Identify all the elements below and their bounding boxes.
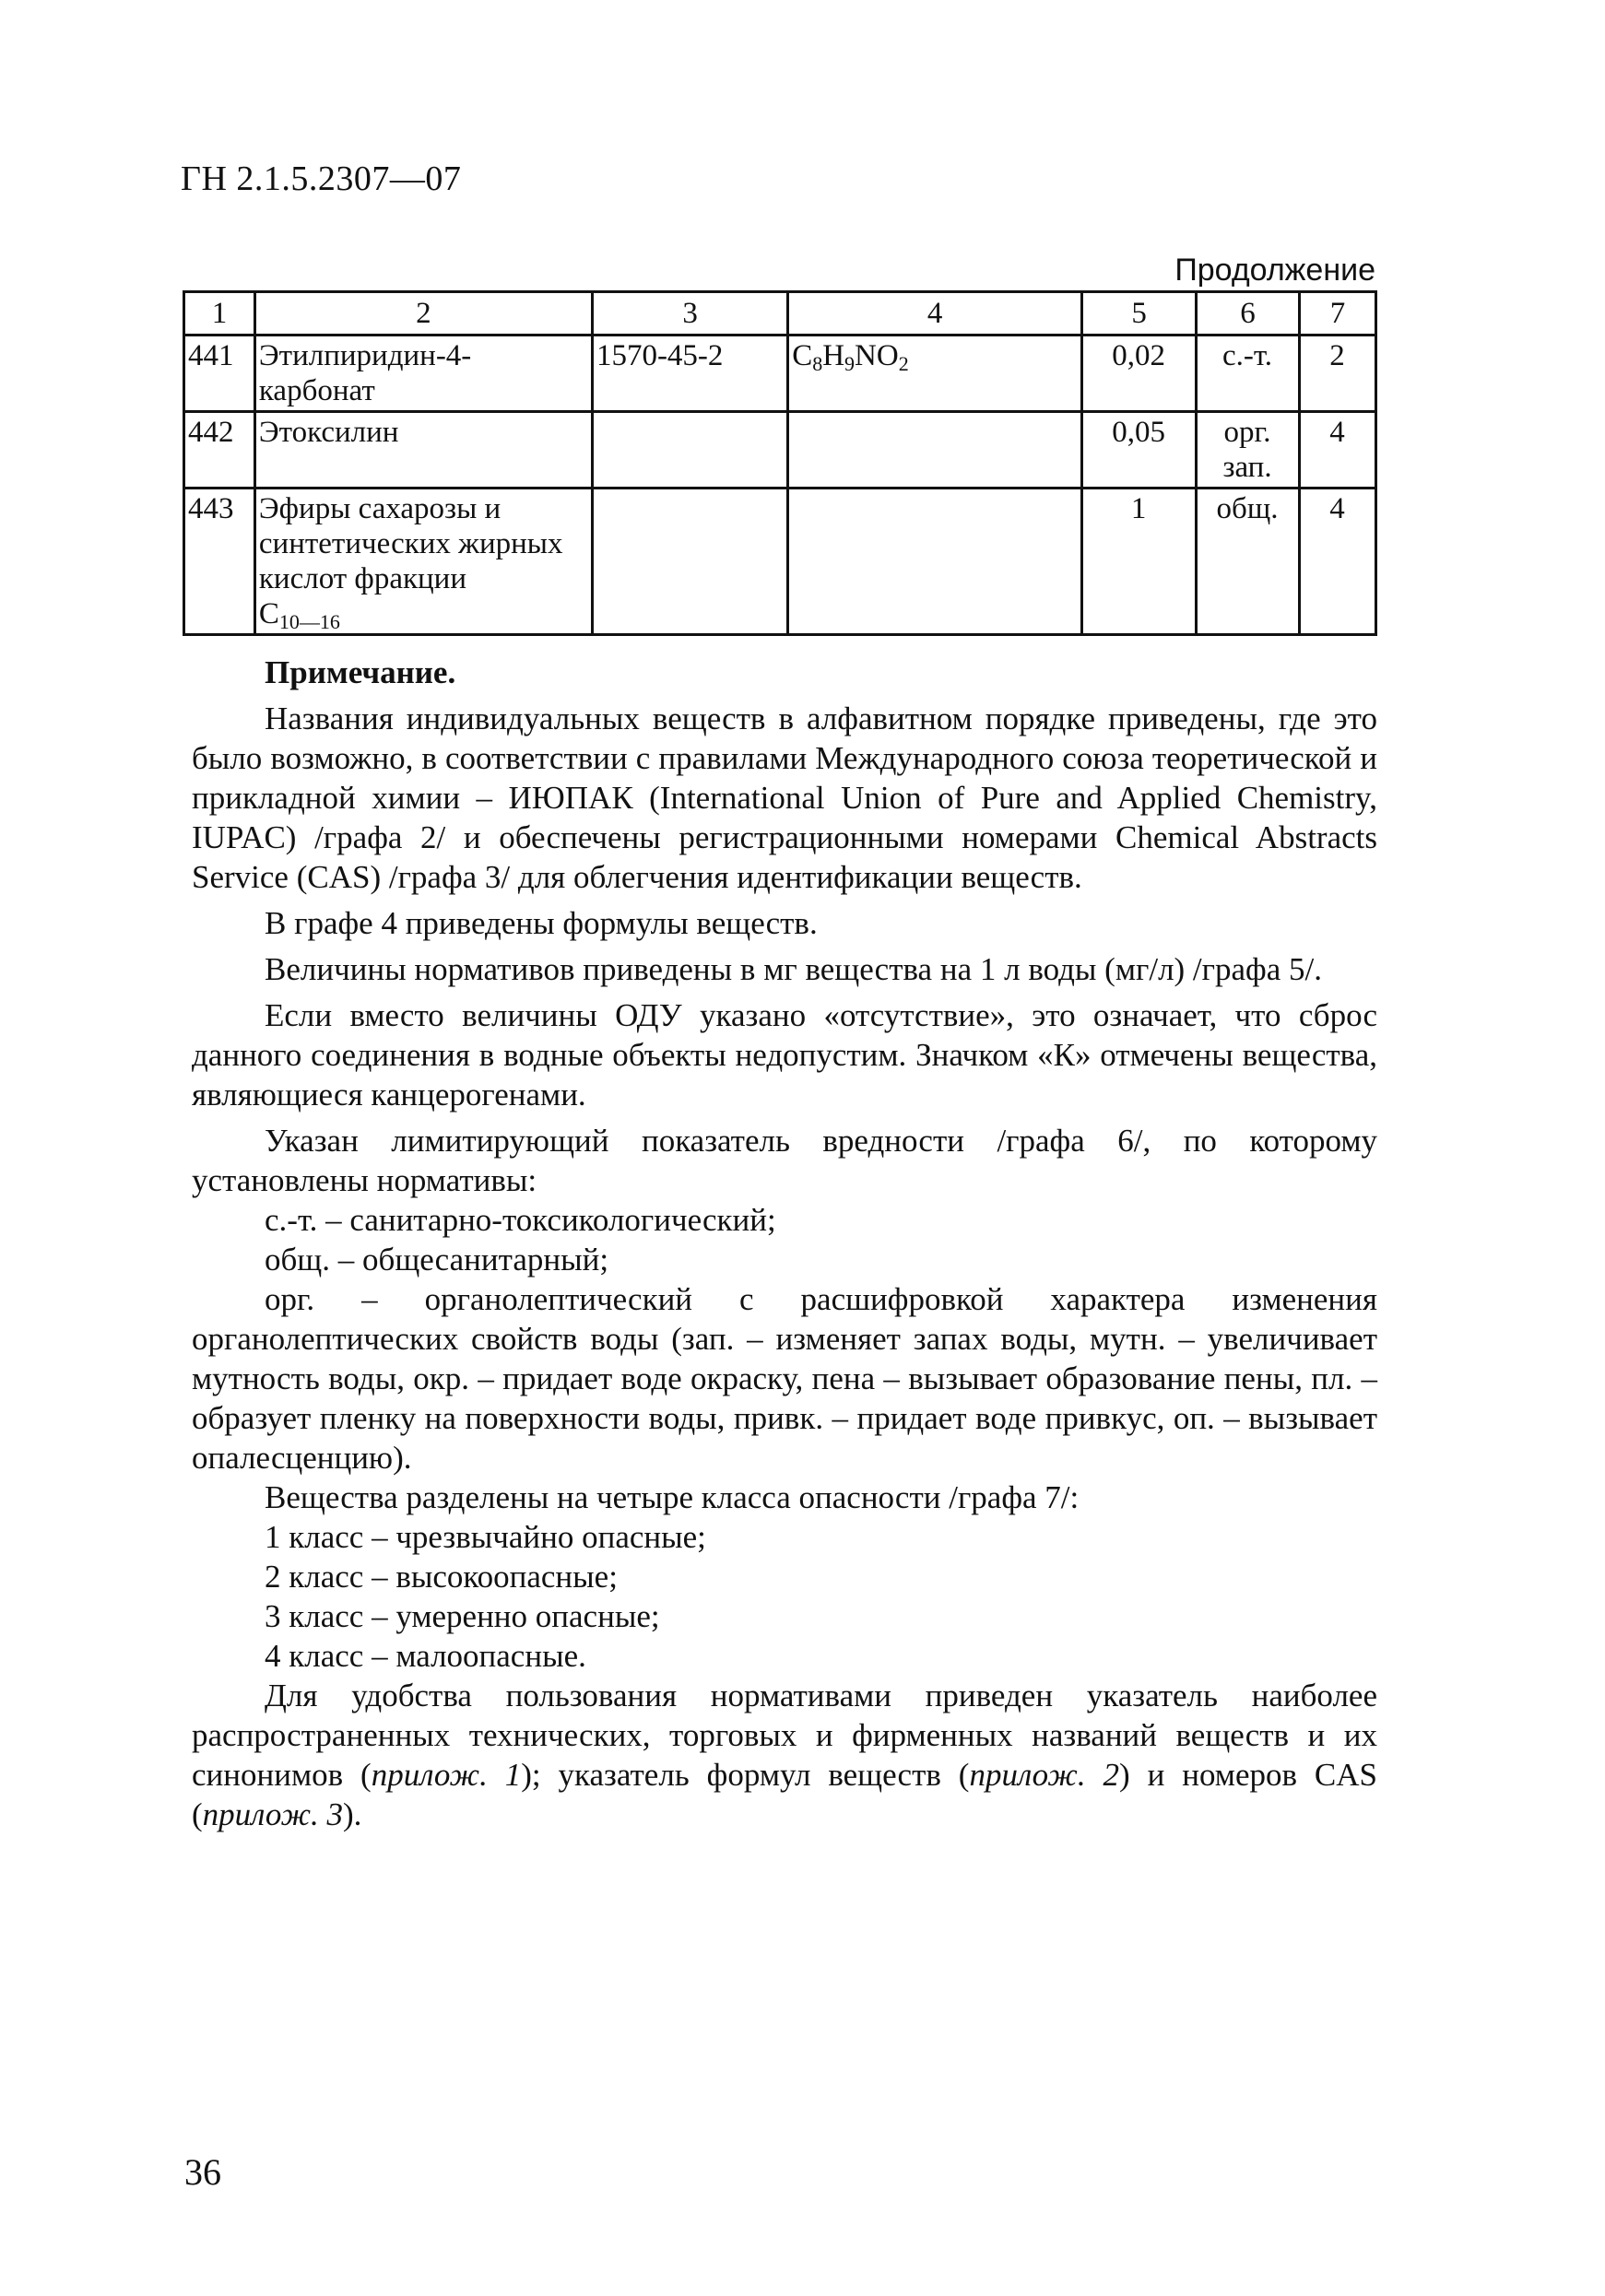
notes-paragraph: Указан лимитирующий показатель вредности /графа 6/, по которому установлены нормативы: [192, 1123, 1377, 1198]
column-header-5: 5 [1082, 292, 1197, 336]
column-header-3: 3 [592, 292, 787, 336]
substance-name: Этилпиридин-4-карбонат [254, 336, 592, 412]
norm-value: 0,05 [1082, 412, 1197, 489]
column-header-6: 6 [1197, 292, 1300, 336]
hazard-class-item: 2 класс – высокоопасные; [265, 1559, 618, 1595]
notes-paragraph: Вещества разделены на четыре класса опасности /графа 7/: [265, 1479, 1080, 1515]
column-header-7: 7 [1299, 292, 1375, 336]
row-number: 443 [184, 489, 255, 635]
substance-name: Этоксилин [254, 412, 592, 489]
hazard-class: 2 [1299, 336, 1375, 412]
row-number: 442 [184, 412, 255, 489]
notes-paragraph: Если вместо величины ОДУ указано «отсутствие», это означает, что сброс данного соединения в водные объекты недопустим. Значком «К» отмечены вещества, являющиеся канцерогенами. [192, 997, 1377, 1113]
appendix-reference: прилож. 1 [371, 1757, 522, 1793]
document-code: ГН 2.1.5.2307—07 [181, 159, 462, 198]
table-row [184, 412, 1376, 489]
row-number: 441 [184, 336, 255, 412]
appendix-reference: прилож. 3 [202, 1796, 344, 1832]
page-number: 36 [184, 2151, 221, 2193]
chemical-formula: $C_8H_9NO_2$ [788, 336, 1082, 412]
abbreviation-item: общ. – общесанитарный; [265, 1242, 609, 1278]
cas-number [592, 489, 787, 635]
hazard-class-item: 1 класс – чрезвычайно опасные; [265, 1519, 706, 1555]
hazard-indicator: с.-т. [1197, 336, 1300, 412]
column-header-4: 4 [788, 292, 1082, 336]
notes-paragraph: Названия индивидуальных веществ в алфавитном порядке приведены, где это было возможно, в соответствии с правилами Международного союза теоретической и прикладной химии – ИЮПАК (International Union of Pure and Applied Chemistry, IUPAC) /графа 2/ и обеспечены регистрационными номерами Chemical Abstracts Service (CAS) /графа 3/ для облегчения идентификации веществ. [192, 701, 1377, 895]
hazard-indicator: орг. зап. [1197, 412, 1300, 489]
hazard-class-item: 3 класс – умеренно опасные; [265, 1598, 660, 1634]
hazard-indicator: общ. [1197, 489, 1300, 635]
table-row [184, 489, 1376, 635]
notes-paragraph: В графе 4 приведены формулы веществ. [265, 905, 818, 941]
notes-section [192, 653, 1377, 1834]
hazard-class: 4 [1299, 489, 1375, 635]
table-header-row [184, 292, 1376, 336]
cas-number [592, 412, 787, 489]
abbreviation-item: с.-т. – санитарно-токсикологический; [265, 1202, 776, 1238]
hazard-class-item: 4 класс – малоопасные. [265, 1638, 586, 1674]
appendix-reference: прилож. 2 [969, 1757, 1120, 1793]
column-header-2: 2 [254, 292, 592, 336]
norm-value: 1 [1082, 489, 1197, 635]
table-row [184, 336, 1376, 412]
substances-table [183, 290, 1377, 636]
notes-title: Примечание. [265, 654, 456, 690]
abbreviation-item: орг. – органолептический с расшифровкой характера изменения органолептических свойств воды (зап. – изменяет запах воды, мутн. – увеличивает мутность воды, окр. – придает воде окраску, пена – вызывает образование пены, пл. – образует пленку на поверхности воды, привк. – придает воде привкус, оп. – вызывает опалесценцию). [192, 1281, 1377, 1476]
norm-value: 0,02 [1082, 336, 1197, 412]
chemical-formula [788, 412, 1082, 489]
hazard-class: 4 [1299, 412, 1375, 489]
cas-number: 1570-45-2 [592, 336, 787, 412]
table-continuation-label: Продолжение [1174, 253, 1375, 288]
substance-name: Эфиры сахарозы и синтетических жирных кислот фракции $C_{10—16}$ [254, 489, 592, 635]
notes-paragraph: Величины нормативов приведены в мг вещества на 1 л воды (мг/л) /графа 5/. [265, 951, 1322, 987]
chemical-formula [788, 489, 1082, 635]
column-header-1: 1 [184, 292, 255, 336]
notes-paragraph: Для удобства пользования нормативами приведен указатель наиболее распространенных технических, торговых и фирменных названий веществ и их синонимов (прилож. 1); указатель формул веществ (прилож. 2) и номеров CAS (прилож. 3). [192, 1678, 1378, 1832]
